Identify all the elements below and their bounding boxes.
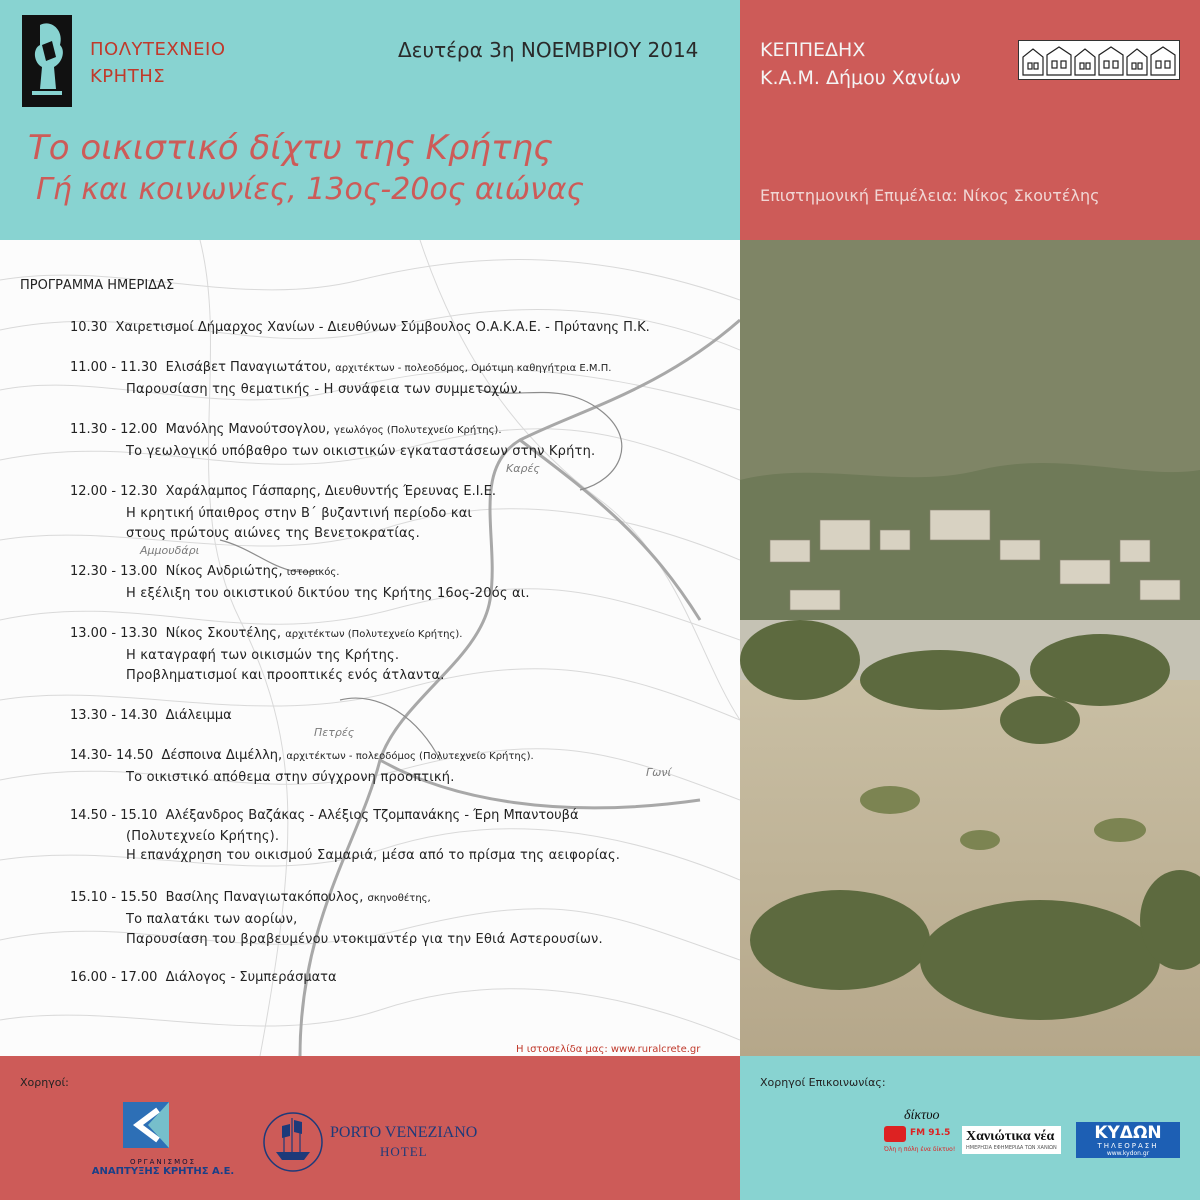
slot-talk-title: Προβληματισμοί και προοπτικές ενός άτλαντα.: [126, 668, 445, 683]
slot-role: αρχιτέκτων (Πολυτεχνείο Κρήτης).: [285, 629, 463, 640]
event-subtitle: Γή και κοινωνίες, 13ος-20ος αιώνας: [36, 172, 585, 207]
slot-time: 13.00 - 13.30: [70, 626, 158, 641]
slot-speaker: Χαιρετισμοί Δήμαρχος Χανίων - Διευθύνων Σύμβουλος Ο.Α.Κ.Α.Ε. - Πρύτανης Π.Κ.: [115, 320, 650, 335]
program-slot: [70, 422, 595, 462]
organizer-houses-logo: [1018, 40, 1180, 80]
slot-talk-title: Η κρητική ύπαιθρος στην Β΄ βυζαντινή περίοδο και: [126, 506, 473, 521]
slot-time: 13.30 - 14.30: [70, 708, 158, 723]
sponsors-label: Χορηγοί:: [20, 1076, 69, 1089]
program-slot: [70, 890, 603, 950]
diktyo-frequency: FM 91.5: [910, 1128, 951, 1138]
map-label-ammoudari: Αμμουδάρι: [140, 544, 200, 557]
slot-speaker: Ελισάβετ Παναγιωτάτου,: [165, 360, 332, 375]
slot-speaker: Διάλογος - Συμπεράσματα: [165, 970, 337, 985]
chaniotika-nea-logo: [962, 1126, 1061, 1154]
slot-speaker: Μανόλης Μανούτσογλου,: [165, 422, 330, 437]
diktyo-name: δίκτυο: [904, 1108, 940, 1123]
slot-talk-title: Το οικιστικό απόθεμα στην σύγχρονη προοπτική.: [126, 770, 455, 785]
slot-time: 14.50 - 15.10: [70, 808, 158, 823]
slot-role: ιστορικός.: [286, 567, 340, 578]
slot-role: γεωλόγος (Πολυτεχνείο Κρήτης).: [334, 425, 502, 436]
slot-speaker: Βασίλης Παναγιωτακόπουλος,: [165, 890, 364, 905]
slot-speaker: Διάλειμμα: [165, 708, 232, 723]
kydon-tv-logo: [1076, 1122, 1180, 1158]
university-name: [90, 36, 226, 90]
organizer-line1: ΚΕΠΠΕΔΗΧ: [760, 39, 866, 61]
slot-time: 16.00 - 17.00: [70, 970, 158, 985]
slot-time: 12.00 - 12.30: [70, 484, 158, 499]
slot-time: 11.00 - 11.30: [70, 360, 158, 375]
diktyo-radio-logo: [884, 1108, 954, 1158]
chaniotika-sub: ΗΜΕΡΗΣΙΑ ΕΦΗΜΕΡΙΔΑ ΤΩΝ ΧΑΝΙΩΝ: [966, 1145, 1057, 1151]
website-link[interactable]: Η ιστοσελίδα μας: www.ruralcrete.gr: [516, 1044, 701, 1055]
slot-talk-title: Η εξέλιξη του οικιστικού δικτύου της Κρήτης 16ος-20ός αι.: [126, 586, 530, 601]
slot-time: 12.30 - 13.00: [70, 564, 158, 579]
program-title: ΠΡΟΓΡΑΜΜΑ ΗΜΕΡΙΔΑΣ: [20, 278, 175, 293]
kydon-url: www.kydon.gr: [1106, 1150, 1150, 1157]
radio-icon: [884, 1126, 906, 1142]
university-line2: ΚΡΗΤΗΣ: [90, 66, 166, 87]
village-landscape-photo: [740, 240, 1200, 1056]
porto-veneziano-ship-icon: [262, 1100, 324, 1184]
slot-speaker: Δέσποινα Διμέλλη,: [161, 748, 283, 763]
kydon-sub: ΤΗΛΕΟΡΑΣΗ: [1097, 1142, 1159, 1150]
program-slot: [70, 808, 620, 866]
slot-talk-title: Το γεωλογικό υπόβαθρο των οικιστικών εγκαταστάσεων στην Κρήτη.: [126, 444, 596, 459]
slot-talk-title: Παρουσίαση του βραβευμένου ντοκιμαντέρ για την Εθιά Αστερουσίων.: [126, 932, 603, 947]
slot-talk-title: Η επανάχρηση του οικισμού Σαμαριά, μέσα από το πρίσμα της αειφορίας.: [126, 848, 621, 863]
slot-role: αρχιτέκτων - πολεοδόμος, Ομότιμη καθηγήτρια Ε.Μ.Π.: [335, 363, 612, 374]
program-slot: [70, 708, 232, 728]
program-slot: [70, 970, 337, 990]
oak-top-text: ΟΡΓΑΝΙΣΜΟΣ: [129, 1158, 197, 1166]
university-line1: ΠΟΛΥΤΕΧΝΕΙΟ: [90, 39, 226, 60]
slot-affiliation: (Πολυτεχνείο Κρήτης).: [126, 829, 280, 844]
organizer-line2: Κ.Α.Μ. Δήμου Χανίων: [760, 67, 961, 89]
map-label-petres: Πετρές: [314, 726, 355, 739]
university-logo: [22, 15, 72, 107]
slot-speaker: Αλέξανδρος Βαζάκας - Αλέξιος Τζομπανάκης - Έρη Μπαντουβά: [165, 808, 579, 823]
hotel-name: PORTO VENEZIANO: [330, 1124, 478, 1141]
curator: Επιστημονική Επιμέλεια: Νίκος Σκουτέλης: [760, 186, 1100, 205]
program-slot: [70, 320, 650, 340]
oak-sponsor-logo: [88, 1100, 238, 1180]
hotel-sub: HOTEL: [380, 1144, 428, 1159]
program-slot: [70, 626, 462, 686]
map-label-kares: Καρές: [506, 462, 540, 475]
slot-talk-title: Το παλατάκι των αορίων,: [126, 912, 298, 927]
media-sponsors-label: Χορηγοί Επικοινωνίας:: [760, 1076, 886, 1089]
oak-name: ΑΝΑΠΤΥΞΗΣ ΚΡΗΤΗΣ Α.Ε.: [91, 1166, 235, 1177]
slot-speaker: Νίκος Σκουτέλης,: [165, 626, 282, 641]
slot-speaker: Νίκος Ανδριώτης,: [165, 564, 283, 579]
kydon-name: ΚΥΔΩΝ: [1094, 1123, 1162, 1143]
program-slot: [70, 564, 530, 604]
program-slot: [70, 484, 496, 544]
slot-talk-title: στους πρώτους αιώνες της Βενετοκρατίας.: [126, 526, 420, 541]
event-date: Δευτέρα 3η ΝΟΕΜΒΡΙΟΥ 2014: [398, 38, 699, 62]
diktyo-slogan: Όλη η πόλη ένα δίκτυο!: [884, 1146, 956, 1153]
slot-time: 14.30- 14.50: [70, 748, 154, 763]
map-label-goni: Γωνί: [646, 766, 672, 779]
slot-time: 10.30: [70, 320, 108, 335]
slot-talk-title: Παρουσίαση της θεματικής - Η συνάφεια των συμμετοχών.: [126, 382, 523, 397]
event-title: Το οικιστικό δίχτυ της Κρήτης: [28, 128, 553, 168]
slot-talk-title: Η καταγραφή των οικισμών της Κρήτης.: [126, 648, 400, 663]
chaniotika-name: Χανιώτικα νέα: [966, 1129, 1055, 1144]
slot-time: 15.10 - 15.50: [70, 890, 158, 905]
program-slot: [70, 360, 611, 400]
program-slot: [70, 748, 534, 788]
slot-time: 11.30 - 12.00: [70, 422, 158, 437]
slot-speaker: Χαράλαμπος Γάσπαρης, Διευθυντής Έρευνας Ε.Ι.Ε.: [165, 484, 497, 499]
organizer: [760, 36, 961, 92]
slot-role: σκηνοθέτης,: [367, 893, 431, 904]
slot-role: αρχιτέκτων - πολεοδόμος (Πολυτεχνείο Κρήτης).: [286, 751, 534, 762]
